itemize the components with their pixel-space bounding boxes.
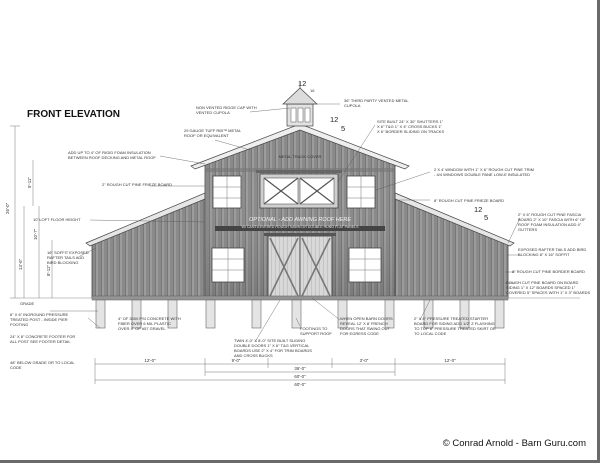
note-site-built: SITE BUILT 24" X 30" SHUTTERS 1" X 6" T&G 1" X 4" CROSS BUCKS 1" X 6" BORDER SLIDING ON TRACKS: [377, 119, 445, 134]
dim-upper: 5'-11": [27, 177, 32, 188]
note-soffit: 16" SOFFIT EXPOSED RAFTER TAILS ADD BIRD BLOCKING: [47, 250, 89, 265]
dim-mid: 10'-7": [33, 228, 38, 240]
main-rise: 5: [341, 124, 346, 133]
lower-window-left: [212, 248, 244, 282]
main-pitch: 12: [330, 115, 339, 124]
center-label: METAL TRACK COVER: [278, 154, 322, 159]
dim-door-right: 3'-0": [359, 358, 369, 363]
left-shed-wing: [92, 196, 205, 298]
barn-doors: [264, 233, 336, 298]
note-post: 6" X 6" INGROUND PRESSURE TREATED POST - INSIDE PIER FOOTING: [10, 312, 69, 327]
dim-total-height: 26'-0": [5, 202, 10, 214]
note-rafter-tails: EXPOSED RAFTER TAILS ADD BIRD BLOCKING 8" X 16" SOFFIT: [518, 247, 587, 257]
note-metal-roof: 29 GAUGE TUFF RIB™ METAL ROOF OR EQUIVALENT: [184, 128, 242, 138]
shed-rise: 5: [484, 213, 489, 222]
note-footings: FOOTINGS TO SUPPORT ROOF: [300, 326, 332, 336]
note-concrete: 4" OF 3000 PSI CONCRETE WITH FIBER OVER 6 MIL PLASTIC OVER 4" OF #57 GRAVEL: [118, 316, 181, 331]
loft-window-right: [347, 176, 375, 208]
dim-lower: 8'-11": [46, 265, 51, 276]
note-doors: TWIN 4'-0" X 8'-0" SITE BUILT SLIDING DOUBLE DOORS 1" X 6" T&G VERTICAL BOARDS USE 2" X 4" FOR TRIM BOARDS AND CROSS BUCKS: [234, 338, 312, 358]
note-fascia-frieze: 2" ROUGH CUT PINE FRIEZE BOARD: [102, 182, 173, 187]
dim-center-width: 36'-0": [294, 366, 306, 371]
note-egress: WHEN OPEN BARN DOORS REVEAL 12' X 8' FRENCH DOORS THAT SWING OUT FOR EGRESS CODE: [340, 316, 393, 336]
optional-line-2: W/ CANTILEVERED ROUGH SAWN OR DOUBLE HUNG FLAT PANELS: [241, 225, 359, 229]
note-windows: 2 X 4' WINDOW WITH 1" X 6" ROUGH CUT PINE TRIM - 4/4 WINDOWS DOUBLE PANE LOW-E INSULATED: [434, 167, 534, 177]
note-grade: GRADE: [20, 301, 35, 306]
dim-eave: 13'-6": [18, 258, 23, 270]
note-loft: 10' LOFT FLOOR HEIGHT: [33, 217, 81, 222]
dim-door-left: 9'-0": [231, 358, 241, 363]
right-shed-wing: [395, 196, 508, 298]
note-ridge-cap: NON VENTED RIDGE CAP WITH VENTED CUPOLA: [196, 105, 257, 115]
dim-overall-1: 60'-0": [294, 374, 306, 379]
lower-window-right: [349, 248, 381, 282]
note-eave-frieze: 8" ROUGH CUT PINE FRIEZE BOARD: [434, 198, 505, 203]
note-border: 8" ROUGH CUT PINE BORDER BOARD: [512, 269, 585, 274]
note-below-grade: 48" BELOW GRADE OR TO LOCAL CODE: [10, 360, 75, 370]
loft-shutters: [256, 170, 342, 208]
note-skirt: 2" X 8" PRESSURE TREATED STARTER BOARD FOR SIDING ADD 1/2" Z FLASHING TO TOP 8" PRESSURE TREATED SKIRT OR TO LOCAL CODE: [414, 316, 496, 336]
note-foam: ADD UP TO 4" OF RIGID FOAM INSULATION BETWEEN ROOF DECKING AND METAL ROOF: [68, 150, 156, 160]
credit-text: © Conrad Arnold - Barn Guru.com: [442, 438, 586, 449]
note-cupola: 36" THIRD PARTY VENTED METAL CUPOLA: [344, 98, 409, 108]
note-fascia: 2" X 6" ROUGH CUT PINE FASCIA BOARD 2" X 10" FASCIA WITH 6" OF ROOF FOAM INSULATION ADD 4" GUTTERS: [518, 212, 586, 232]
loft-window-left: [213, 176, 241, 208]
cupola-rise: 16: [310, 88, 315, 93]
drawing-title: FRONT ELEVATION: [27, 109, 120, 120]
note-siding: ROUGH CUT PINE BOARD ON BOARD SIDING 1" X 12" BOARDS SPACED 1" COVERED 5" SPACES WITH 1" X 3" BOARDS: [506, 280, 591, 295]
optional-line-1: OPTIONAL - ADD AWNING ROOF HERE: [249, 217, 351, 223]
shed-pitch: 12: [474, 205, 483, 214]
dim-bay-left: 12'-0": [144, 358, 156, 363]
dim-bay-right: 12'-0": [444, 358, 456, 363]
cupola-pitch: 12: [298, 79, 307, 88]
dim-overall-2: 60'-0": [294, 382, 306, 387]
note-footer: 24" X 8" CONCRETE FOOTER FOR ALL POST SEE FOOTER DETAIL: [10, 334, 76, 344]
